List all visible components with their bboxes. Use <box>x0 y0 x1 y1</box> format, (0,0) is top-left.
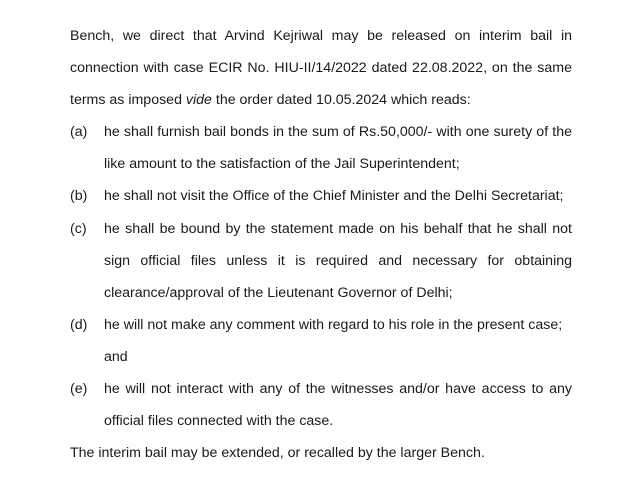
condition-item-c <box>70 215 572 311</box>
condition-line <box>70 182 572 214</box>
condition-text: he shall not visit the Office of the Chief Minister and the Delhi Secretariat; <box>104 188 564 205</box>
intro-line: Bench, we direct that Arvind Kejriwal may be released on interim bail in <box>70 28 572 44</box>
condition-line <box>70 150 572 182</box>
condition-text: he shall be bound by the statement made on his behalf that he shall not <box>104 220 572 237</box>
condition-line <box>70 279 572 311</box>
intro-line: connection with case ECIR No. HIU-II/14/2022 dated 22.08.2022, on the same <box>70 60 572 77</box>
condition-text: he will not make any comment with regard to his role in the present case; <box>104 316 563 333</box>
condition-text: clearance/approval of the Lieutenant Governor of Delhi; <box>104 284 453 301</box>
condition-label: (b) <box>70 188 88 205</box>
condition-item-b <box>70 182 572 214</box>
condition-label: (c) <box>70 220 87 237</box>
condition-text: and <box>104 348 128 365</box>
intro-italic-word: vide <box>185 92 212 109</box>
condition-label: (a) <box>70 124 88 141</box>
intro-paragraph <box>70 22 572 118</box>
closing-paragraph: The interim bail may be extended, or recalled by the larger Bench. <box>70 445 485 462</box>
condition-text: he will not interact with any of the witnesses and/or have access to any <box>104 381 572 398</box>
condition-line <box>70 215 572 247</box>
condition-line <box>70 311 572 343</box>
condition-text: like amount to the satisfaction of the Jail Superintendent; <box>104 156 460 173</box>
condition-line <box>70 407 572 439</box>
condition-text: official files connected with the case. <box>104 413 334 430</box>
condition-text: he shall furnish bail bonds in the sum of Rs.50,000/- with one surety of the <box>104 124 572 141</box>
intro-text: terms as imposed <box>70 92 186 109</box>
condition-label: (d) <box>70 316 88 333</box>
condition-item-d <box>70 311 572 375</box>
document-page <box>70 22 572 471</box>
condition-line <box>70 118 572 150</box>
condition-line <box>70 375 572 407</box>
intro-text: the order dated 10.05.2024 which reads: <box>211 92 471 109</box>
intro-line <box>70 86 572 118</box>
condition-text: sign official files unless it is required and necessary for obtaining <box>104 252 572 269</box>
conditions-list <box>70 118 572 439</box>
condition-line <box>70 343 572 375</box>
condition-label: (e) <box>70 381 88 398</box>
condition-line <box>70 247 572 279</box>
condition-item-e <box>70 375 572 439</box>
condition-item-a <box>70 118 572 182</box>
